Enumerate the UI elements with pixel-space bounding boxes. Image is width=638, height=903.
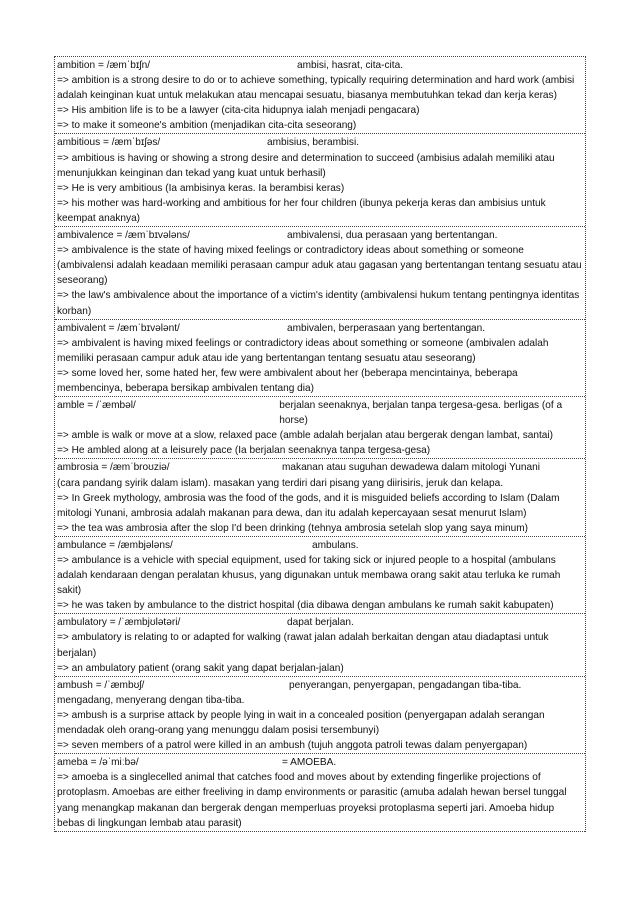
entry-line: => an ambulatory patient (orang sakit yang dapat berjalan-jalan) (57, 662, 344, 674)
dictionary-entry-ambivalent (55, 320, 585, 397)
entry-term: ambivalence = /æmˈbɪvələns/ (57, 230, 190, 242)
entry-line: => ambition is a strong desire to do or to achieve something, typically requiring determination and hard work (ambisi adalah keinginan kuat untuk melakukan atau mencapai sesuatu, biasanya membutuhkan tekad dan kerja keras) (57, 75, 575, 102)
entry-headline (57, 398, 583, 428)
dictionary-entry-ambivalence (55, 227, 585, 320)
entry-term: ambrosia = /æmˈbroʊziə/ (57, 462, 170, 474)
entry-term: ambush = /ˈæmbʊʃ/ (57, 679, 145, 691)
entry-translation: ambivalensi, dua perasaan yang bertentangan. (287, 230, 498, 242)
entry-line: => to make it someone's ambition (menjadikan cita-cita seseorang) (57, 120, 357, 132)
entry-line: => His ambition life is to be a lawyer (cita-cita hidupnya ialah menjadi pengacara) (57, 105, 420, 117)
entry-line: => In Greek mythology, ambrosia was the food of the gods, and it is misguided beliefs according to Islam (Dalam mitologi Yunani, ambrosia adalah makanan para dewa, dan itu adalah kepercayaan sesat menurut Islam) (57, 492, 560, 519)
entry-headline (57, 58, 583, 73)
entry-line: => the law's ambivalence about the importance of a victim's identity (ambivalensi hukum tentang pentingnya identitas korban) (57, 290, 580, 317)
entry-headline (57, 228, 583, 243)
entry-line: => seven members of a patrol were killed in an ambush (tujuh anggota patroli tewas dalam penyergapan) (57, 740, 528, 752)
entry-headline (57, 678, 583, 693)
entry-line: mengadang, menyerang dengan tiba-tiba. (57, 694, 245, 706)
entry-translation: ambisius, berambisi. (267, 137, 359, 149)
dictionary-entry-ambulance (55, 537, 585, 614)
entry-term: ambition = /æmˈbɪʃn/ (57, 60, 151, 71)
entry-term: ambulance = /æmbjələns/ (57, 539, 173, 551)
entry-line: => ambulatory is relating to or adapted for walking (rawat jalan adalah berkaitan dengan atau diadaptasi untuk berjalan) (57, 632, 549, 659)
dictionary-entry-ambition (55, 57, 585, 134)
dictionary-entry-ambitious (55, 134, 585, 227)
entry-line: => he was taken by ambulance to the district hospital (dia dibawa dengan ambulans ke rumah sakit kabupaten) (57, 600, 554, 612)
dictionary-entry-ambush (55, 677, 585, 754)
entry-term: ambulatory = /ˈæmbjʊlətəri/ (57, 617, 181, 629)
entry-line: => amble is walk or move at a slow, relaxed pace (amble adalah berjalan atau bergerak dengan lambat, santai) (57, 430, 554, 442)
dictionary-entry-amble (55, 397, 585, 459)
entry-term: amble = /ˈæmbəl/ (57, 400, 136, 412)
entry-term: ameba = /əˈmiːbə/ (57, 757, 139, 769)
entry-headline (57, 460, 583, 475)
entry-line: => ambivalence is the state of having mixed feelings or contradictory ideas about something or someone (ambivalensi adalah keadaan memiliki perasaan campur aduk atau gagasan yang bertentangan tentang sesuatu atau seseorang) (57, 245, 582, 287)
dictionary-entry-ameba (55, 754, 585, 831)
entry-term: ambivalent = /æmˈbɪvələnt/ (57, 322, 180, 334)
entry-headline (57, 538, 583, 553)
entry-line: => the tea was ambrosia after the slop I'd been drinking (tehnya ambrosia setelah slop yang saya minum) (57, 522, 528, 534)
entry-headline (57, 615, 583, 630)
entry-translation: berjalan seenaknya, berjalan tanpa tergesa-gesa. berligas (of a horse) (279, 400, 563, 427)
dictionary-entry-ambrosia (55, 459, 585, 536)
entry-translation: makanan atau suguhan dewadewa dalam mitologi Yunani (282, 462, 540, 474)
entry-headline (57, 135, 583, 150)
entry-line: => He ambled along at a leisurely pace (Ia berjalan seenaknya tanpa tergesa-gesa) (57, 445, 431, 457)
entry-line: => his mother was hard-working and ambitious for her four children (ibunya pekerja keras dan ambisius untuk keempat anaknya) (57, 197, 546, 224)
dictionary-sheet (54, 56, 586, 832)
entry-line: => ambulance is a vehicle with special equipment, used for taking sick or injured people to a hospital (ambulans adalah kendaraan dengan peralatan khusus, yang digunakan untuk membawa orang sakit atau terluka ke rumah sakit) (57, 555, 561, 597)
entry-headline (57, 321, 583, 336)
entry-translation: = AMOEBA. (282, 757, 337, 769)
entry-line: => ambitious is having or showing a strong desire and determination to succeed (ambisius adalah memiliki atau menunjukkan keinginan dan tekad yang kuat untuk berhasil) (57, 152, 555, 179)
entry-translation: ambulans. (312, 539, 359, 551)
entry-translation: penyerangan, penyergapan, pengadangan tiba-tiba. (289, 679, 522, 691)
entry-translation: dapat berjalan. (287, 617, 354, 629)
entry-line: => ambivalent is having mixed feelings or contradictory ideas about something or someone (ambivalen adalah memiliki perasaan campur aduk atau ide yang bertentangan tentang sesuatu atau seseorang) (57, 337, 549, 364)
entry-line: => amoeba is a singlecelled animal that catches food and moves about by extending fingerlike projections of protoplasm. Amoebas are either freeliving in damp environments or parasitic (amuba adalah hewan bersel tunggal yang menangkap makanan dan bergerak dengan memperluas proyeksi protoplasma seperti jari. Amoeba hidup bebas di lingkungan lembab atau parasit) (57, 772, 567, 829)
entry-translation: ambisi, hasrat, cita-cita. (297, 60, 404, 71)
entry-line: => ambush is a surprise attack by people lying in wait in a concealed position (penyergapan adalah serangan mendadak oleh orang-orang yang menunggu dalam posisi tersembunyi) (57, 709, 545, 737)
entry-translation: ambivalen, berperasaan yang bertentangan. (287, 322, 486, 334)
entry-line: => He is very ambitious (Ia ambisinya keras. Ia berambisi keras) (57, 182, 345, 194)
entry-line: (cara pandang syirik dalam islam). masakan yang terdiri dari pisang yang diirisiris, jeruk dan kelapa. (57, 477, 504, 489)
dictionary-entry-ambulatory (55, 614, 585, 676)
entry-headline (57, 755, 583, 770)
entry-term: ambitious = /æmˈbɪʃəs/ (57, 137, 161, 149)
entry-line: => some loved her, some hated her, few were ambivalent about her (beberapa mencintainya, beberapa membencinya, beberapa bersikap ambivalen tentang dia) (57, 367, 518, 394)
